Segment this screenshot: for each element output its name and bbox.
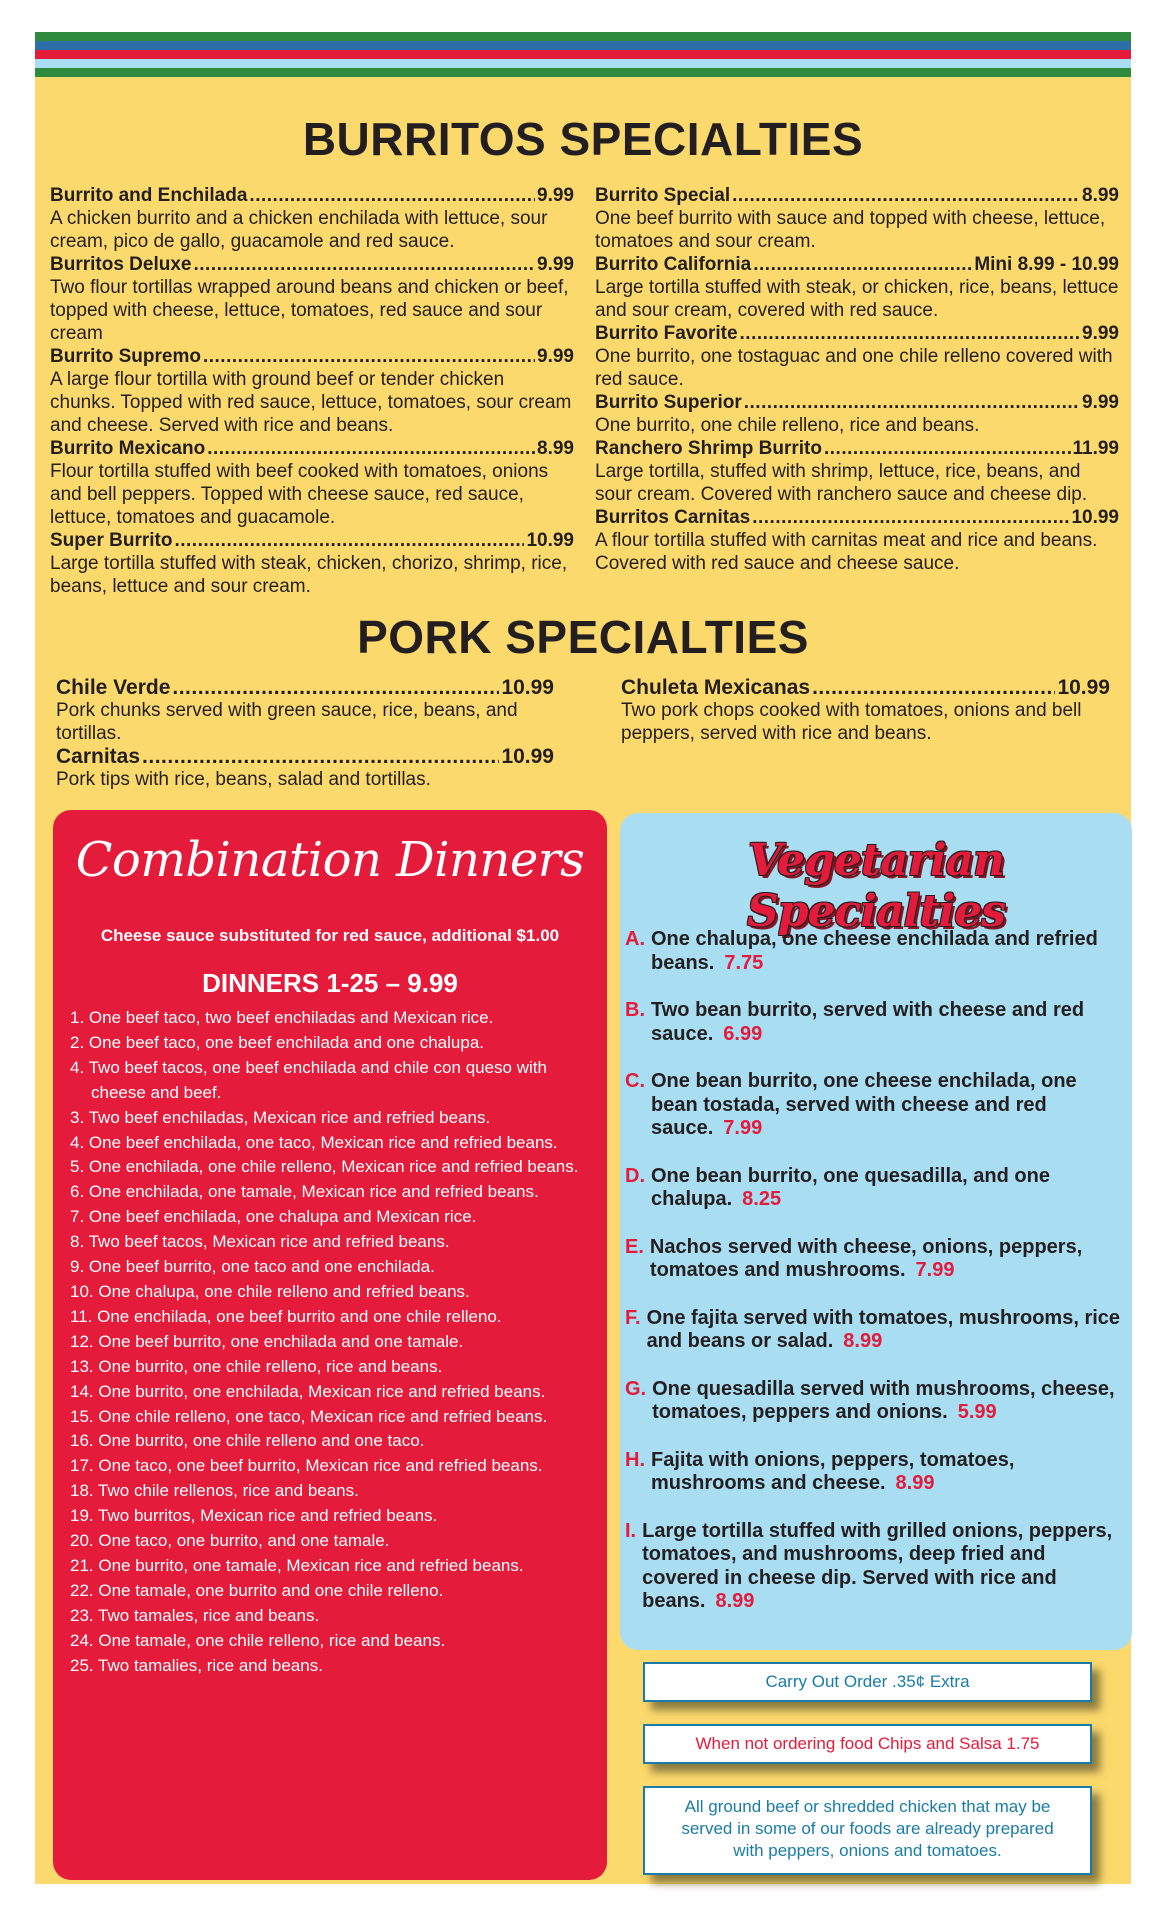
item-name: Carnitas [56,745,141,768]
list-item: 20. One taco, one burrito, and one tamale. [70,1531,390,1551]
item-name: Burrito and Enchilada [50,185,248,206]
item-description: Two flour tortillas wrapped around beans and chicken or beef, topped with cheese, lettuce, tomatoes, red sauce and sour cream [50,277,569,344]
menu-item [56,745,554,791]
item-text [651,1449,1125,1496]
burritos-title: BURRITOS SPECIALTIES [302,113,864,165]
item-price: Mini 8.99 - 10.99 [974,254,1119,275]
list-item: 22. One tamale, one burrito and one chile relleno. [70,1580,444,1600]
item-description: One bean burrito, one cheese enchilada, one bean tostada, served with cheese and red sauce. [651,1070,1077,1139]
item-text [651,1070,1125,1141]
item-price: 8.99 [537,438,574,459]
item-price: 10.99 [1057,676,1110,699]
item-description: One beef burrito with sauce and topped with cheese, lettuce, tomatoes and sour cream. [595,208,1106,252]
item-name: Burritos Carnitas [595,507,751,528]
stripe [35,50,1131,59]
menu-item [56,676,554,745]
item-name: Chuleta Mexicanas [621,676,811,699]
menu-item [595,437,1119,506]
list-item: 11. One enchilada, one beef burrito and one chile relleno. [70,1306,502,1326]
item-price: 9.99 [1082,323,1119,344]
list-item: 4. One beef enchilada, one taco, Mexican rice and refried beans. [70,1132,558,1152]
item-description: Large tortilla stuffed with steak, chicken, chorizo, shrimp, rice, beans, lettuce and sour cream. [50,553,568,597]
item-name: Chile Verde [56,676,171,699]
item-letter: E. [625,1235,644,1258]
item-description: Large tortilla stuffed with steak, or chicken, rice, beans, lettuce and sour cream, covered with red sauce. [595,277,1119,321]
item-name: Burrito California [595,254,752,275]
item-price: 9.99 [1082,392,1119,413]
pork-left-column [56,676,554,791]
pork-title: PORK SPECIALTIES [357,611,809,663]
list-item: 5. One enchilada, one chile relleno, Mexican rice and refried beans. [70,1157,579,1177]
combo-heading: DINNERS 1-25 – 9.99 [202,968,458,998]
item-price: 8.25 [742,1188,782,1210]
item-description: A flour tortilla stuffed with carnitas meat and rice and beans. Covered with red sauce and cheese sauce. [595,530,1098,574]
carry-out-note: Carry Out Order .35¢ Extra [643,1662,1092,1702]
item-text [651,999,1125,1046]
item-price: 7.99 [915,1259,955,1281]
item-name: Burrito Special [595,185,731,206]
list-item [625,1070,1125,1141]
item-name: Super Burrito [50,530,173,551]
list-item: 13. One burrito, one chile relleno, rice and beans. [70,1356,443,1376]
item-price: 8.99 [715,1590,755,1612]
item-description: A large flour tortilla with ground beef or tender chicken chunks. Topped with red sauce, lettuce, tomatoes, sour cream and cheese. Served with rice and beans. [50,369,572,436]
list-item [625,928,1125,975]
list-item: 7. One beef enchilada, one chalupa and Mexican rice. [70,1207,477,1227]
list-item [625,1236,1125,1283]
item-description: Pork chunks served with green sauce, rice, beans, and tortillas. [56,700,518,744]
item-letter: C. [625,1070,645,1092]
chips-note: When not ordering food Chips and Salsa 1.75 [643,1724,1092,1764]
header-stripes [35,32,1131,77]
list-item: 4. Two beef tacos, one beef enchilada and chile con queso with cheese and beef. [70,1057,547,1102]
pork-right-column [621,676,1110,745]
item-description: Nachos served with cheese, onions, peppers, tomatoes and mushrooms. [649,1235,1083,1281]
veg-list [625,928,1125,1638]
list-item: 25. Two tamalies, rice and beans. [70,1655,323,1675]
item-letter: B. [625,999,645,1021]
item-description: One quesadilla served with mushrooms, cheese, tomatoes, peppers and onions. [652,1377,1115,1423]
item-description: A chicken burrito and a chicken enchilada with lettuce, sour cream, pico de gallo, guacamole and red sauce. [50,208,548,252]
list-item: 14. One burrito, one enchilada, Mexican rice and refried beans. [70,1381,546,1401]
item-letter: G. [625,1377,647,1400]
burritos-right-column [595,184,1119,575]
menu-item [595,184,1119,253]
item-name: Ranchero Shrimp Burrito [595,438,822,459]
combo-note: Cheese sauce substituted for red sauce, additional $1.00 [100,926,560,945]
item-price: 8.99 [1082,185,1119,206]
list-item [625,1378,1125,1425]
menu-item [595,506,1119,575]
item-description: Two bean burrito, served with cheese and red sauce. [651,999,1085,1045]
menu-item [595,253,1119,322]
burritos-left-column [50,184,574,598]
item-price: 10.99 [501,745,554,768]
item-price: 5.99 [957,1401,997,1423]
list-item: 16. One burrito, one chile relleno and one taco. [70,1431,425,1451]
menu-page [35,32,1131,1884]
ground-beef-note: All ground beef or shredded chicken that may be served in some of our foods are already prepared with peppers, onions and tomatoes. [643,1786,1092,1875]
item-letter: D. [625,1164,645,1187]
item-description: One bean burrito, one quesadilla, and one chalupa. [651,1164,1050,1210]
item-name: Burrito Mexicano [50,438,206,459]
item-description: One burrito, one tostaguac and one chile relleno covered with red sauce. [595,346,1113,390]
stripe [35,32,1131,41]
list-item [625,1165,1125,1212]
menu-item [50,345,574,437]
item-text [652,1378,1125,1425]
stripe [35,59,1131,68]
list-item: 9. One beef burrito, one taco and one enchilada. [70,1257,435,1277]
item-description: Fajita with onions, peppers, tomatoes, mushrooms and cheese. [651,1448,1015,1494]
menu-item [621,676,1110,745]
item-price: 7.75 [724,951,764,974]
combo-list [70,1006,595,1678]
list-item: 21. One burrito, one tamale, Mexican rice and refried beans. [70,1555,524,1575]
item-description: Pork tips with rice, beans, salad and tortillas. [56,769,431,790]
item-price: 7.99 [723,1117,763,1139]
item-price: 10.99 [526,530,574,551]
item-name: Burrito Supremo [50,346,201,367]
list-item [625,1449,1125,1496]
item-letter: A. [625,928,645,950]
list-item: 12. One beef burrito, one enchilada and one tamale. [70,1331,464,1351]
menu-item [595,391,1119,437]
list-item: 17. One taco, one beef burrito, Mexican rice and refried beans. [70,1456,543,1476]
list-item: 1. One beef taco, two beef enchiladas and Mexican rice. [70,1008,494,1027]
list-item [625,1307,1125,1354]
list-item: 8. Two beef tacos, Mexican rice and refried beans. [70,1232,450,1252]
item-price: 8.99 [895,1472,935,1494]
item-price: 11.99 [1072,438,1119,459]
menu-item [595,322,1119,391]
item-letter: H. [625,1448,645,1471]
item-name: Burrito Superior [595,392,742,413]
list-item: 6. One enchilada, one tamale, Mexican rice and refried beans. [70,1182,539,1202]
list-item: 2. One beef taco, one beef enchilada and one chalupa. [70,1032,484,1052]
item-price: 9.99 [537,254,574,275]
list-item: 3. Two beef enchiladas, Mexican rice and refried beans. [70,1107,491,1127]
item-price: 9.99 [537,185,574,206]
veg-title: Vegetarian Specialties [746,835,1006,937]
item-description: Large tortilla, stuffed with shrimp, lettuce, rice, beans, and sour cream. Covered with ranchero sauce and cheese dip. [595,461,1088,505]
list-item: 15. One chile relleno, one taco, Mexican rice and refried beans. [70,1406,548,1426]
menu-item [50,529,574,598]
item-description: One chalupa, one cheese enchilada and refried beans. [651,928,1098,974]
item-text [651,1165,1125,1212]
list-item [625,999,1125,1046]
vegetarian-specialties-panel [620,813,1132,1650]
item-description: Two pork chops cooked with tomatoes, onions and bell peppers, served with rice and beans. [621,700,1082,744]
item-price: 9.99 [537,346,574,367]
menu-item [50,437,574,529]
item-price: 6.99 [723,1022,763,1045]
menu-item [50,184,574,253]
item-text [650,1236,1125,1283]
item-description: One fajita served with tomatoes, mushrooms, rice and beans or salad. [646,1306,1121,1352]
item-name: Burritos Deluxe [50,254,192,275]
list-item: 19. Two burritos, Mexican rice and refried beans. [70,1506,438,1526]
item-text [651,928,1125,975]
item-price: 10.99 [501,676,554,699]
combo-title: Combination Dinners [75,832,585,888]
item-letter: F. [625,1306,641,1329]
item-text [642,1520,1125,1614]
item-price: 8.99 [843,1330,883,1352]
item-letter: I. [625,1519,637,1542]
list-item: 24. One tamale, one chile relleno, rice and beans. [70,1630,446,1650]
stripe [35,68,1131,77]
menu-item [50,253,574,345]
item-name: Burrito Favorite [595,323,738,344]
item-description: Large tortilla stuffed with grilled onions, peppers, tomatoes, and mushrooms, deep fried and covered in cheese dip. Served with rice and beans. [642,1519,1113,1612]
list-item: 10. One chalupa, one chile relleno and refried beans. [70,1281,470,1301]
item-text [647,1307,1125,1354]
list-item: 23. Two tamales, rice and beans. [70,1605,320,1625]
combination-dinners-panel [53,810,607,1880]
list-item [625,1520,1125,1614]
item-description: Flour tortilla stuffed with beef cooked with tomatoes, onions and bell peppers. Topped with cheese sauce, red sauce, lettuce, tomatoes and guacamole. [50,461,549,528]
item-description: One burrito, one chile relleno, rice and beans. [595,415,980,436]
stripe [35,41,1131,50]
list-item: 18. Two chile rellenos, rice and beans. [70,1481,359,1501]
item-price: 10.99 [1071,507,1119,528]
